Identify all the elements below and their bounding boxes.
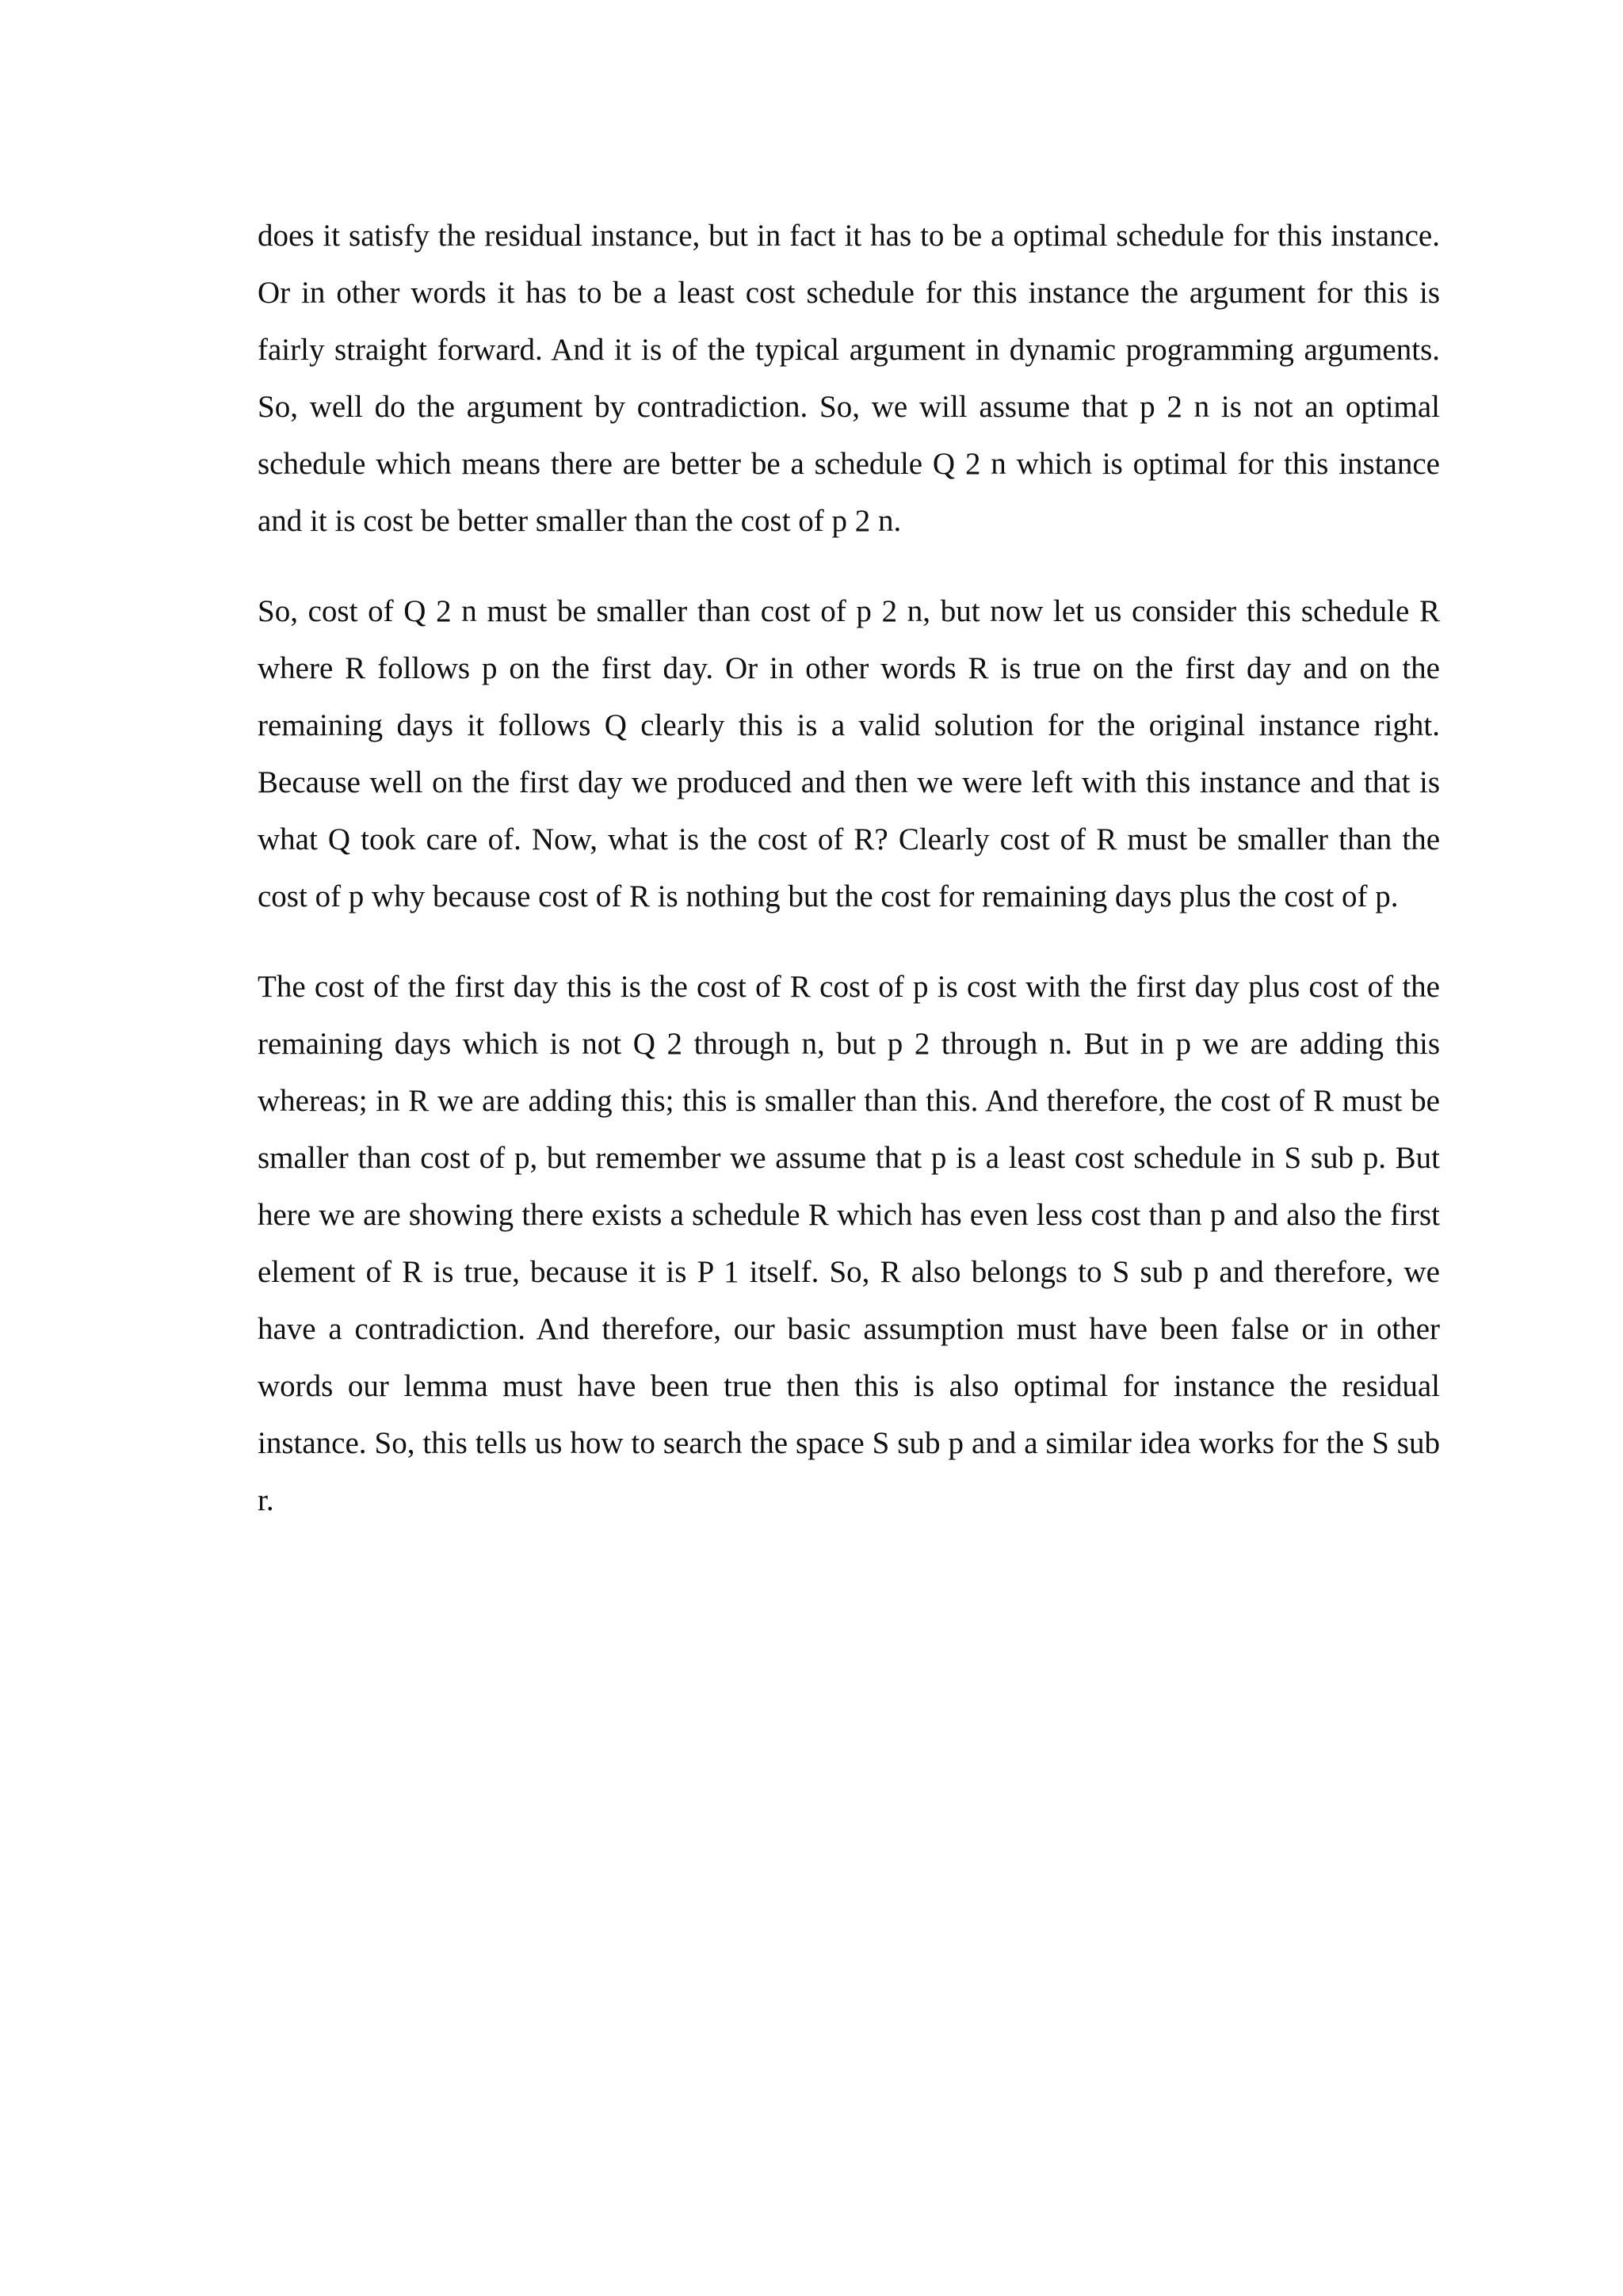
- paragraph-3: The cost of the first day this is the cost of R cost of p is cost with the first day plus cost of the remaining days which is not Q 2 through n, but p 2 through n. But in p we are adding this whereas; in R we are adding this; this is smaller than this. And therefore, the cost of R must be smaller than cost of p, but remember we assume that p is a least cost schedule in S sub p. But here we are showing there exists a schedule R which has even less cost than p and also the first element of R is true, because it is P 1 itself. So, R also belongs to S sub p and therefore, we have a contradiction. And therefore, our basic assumption must have been false or in other words our lemma must have been true then this is also optimal for instance the residual instance. So, this tells us how to search the space S sub p and a similar idea works for the S sub r.: [258, 970, 1440, 1517]
- paragraph-2: So, cost of Q 2 n must be smaller than cost of p 2 n, but now let us consider this schedule R where R follows p on the first day. Or in other words R is true on the first day and on the remaining days it follows Q clearly this is a valid solution for the original instance right. Because well on the first day we produced and then we were left with this instance and that is what Q took care of. Now, what is the cost of R? Clearly cost of R must be smaller than the cost of p why because cost of R is nothing but the cost for remaining days plus the cost of p.: [258, 594, 1440, 913]
- document-body: [258, 208, 1440, 1529]
- paragraph-1: does it satisfy the residual instance, but in fact it has to be a optimal schedule for this instance. Or in other words it has to be a least cost schedule for this instance the argument for this is fairly straight forward. And it is of the typical argument in dynamic programming arguments. So, well do the argument by contradiction. So, we will assume that p 2 n is not an optimal schedule which means there are better be a schedule Q 2 n which is optimal for this instance and it is cost be better smaller than the cost of p 2 n.: [258, 219, 1440, 538]
